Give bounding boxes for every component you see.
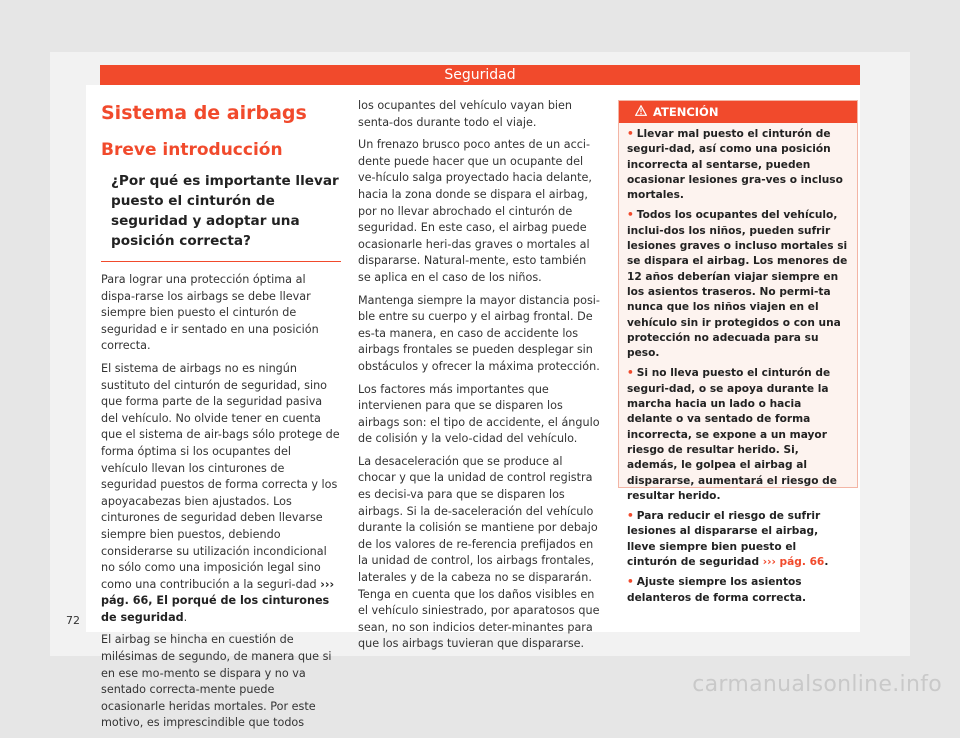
paragraph: Mantenga siempre la mayor distancia posi-ble entre su cuerpo y el airbag frontal. De es-ta manera, en caso de accidente los airbags frontales se pueden desplegar sin obstáculos y ofrecer la máxima protección. [358, 293, 600, 373]
section-header: Seguridad [100, 65, 860, 85]
bullet: • [627, 128, 634, 140]
warning-item [627, 208, 849, 361]
warning-title: ATENCIÓN [653, 105, 719, 119]
bullet: • [627, 209, 634, 222]
column-middle [358, 98, 602, 659]
cross-reference-link[interactable]: ››› pág. 66 [762, 556, 825, 569]
warning-item [627, 366, 849, 504]
warning-item-text: Para reducir el riesgo de sufrir lesiones al dispararse el airbag, lleve siempre bien puesto el cinturón de seguridad [627, 510, 821, 569]
watermark: carmanualsonline.info [692, 672, 942, 697]
warning-item-text: Si no lleva puesto el cinturón de seguri-dad, o se apoya durante la marcha hacia un lado o hacia delante o va sentado de forma incorrecta, se expone a un mayor riesgo de resultar herido. Si, además, le golpea el airbag al dispararse, aumentará el riesgo de resultar herido. [627, 367, 837, 502]
warning-triangle-icon [635, 101, 647, 123]
paragraph [101, 361, 341, 627]
bullet: • [627, 576, 634, 589]
warning-item [627, 575, 849, 606]
warning-body [619, 123, 857, 606]
subsection-title: ¿Por qué es importante llevar puesto el cinturón de seguridad y adoptar una posición correcta? [101, 171, 341, 262]
paragraph: los ocupantes del vehículo vayan bien senta-dos durante todo el viaje. [358, 99, 573, 129]
bullet: • [627, 510, 634, 523]
paragraph-text: El sistema de airbags no es ningún sustituto del cinturón de seguridad, sino que forma parte de la seguridad pasiva del vehículo. No olvide tener en cuenta que el sistema de air-bags sólo protege de forma óptima si los ocupantes del vehículo llevan los cinturones de seguridad puestos de forma correcta y los apoyacabezas bien ajustados. Los cinturones de seguridad deben llevarse siempre bien puestos, debiendo considerarse su utilización incondicional no sólo como una imposición legal sino como una contribución a la seguri-dad [101, 361, 340, 591]
paragraph: El airbag se hincha en cuestión de milésimas de segundo, de manera que si en ese mo-mento se dispara y no va sentado correcta-mente puede ocasionarle heridas mortales. Por este motivo, es imprescindible que todos [101, 633, 332, 730]
warning-item-text: Llevar mal puesto el cinturón de seguri-dad, así como una posición incorrecta al sentarse, pueden ocasionar lesiones gra-ves o incluso mortales. [627, 128, 843, 202]
column-left [101, 95, 341, 738]
warning-item [627, 509, 849, 570]
warning-item-end: . [824, 556, 829, 569]
warning-item [627, 127, 849, 203]
warning-header [619, 101, 857, 123]
page-title: Sistema de airbags [101, 102, 307, 124]
paragraph: La desaceleración que se produce al chocar y que la unidad de control registra es decisi-va para que se disparen los airbags. Si la de-saceleración del vehículo durante la colisión se mantiene por debajo de los valores de re-ferencia prefijados en la unidad de control, los airbags frontales, laterales y de la cabeza no se dispararán. Tenga en cuenta que los daños visibles en el vehículo siniestrado, por aparatosos que sean, no son indicios deter-minantes para que los airbags tuvieran que dispararse. [358, 454, 600, 651]
paragraph: Un frenazo brusco poco antes de un acci-dente puede hacer que un ocupante del ve-hículo salga proyectado hacia delante, hacia la zona donde se dispara el airbag, por no llevar abrochado el cinturón de seguridad. En este caso, el airbag puede ocasionarle heri-das graves o mortales al dispararse. Natural-mente, esto también se aplica en el caso de los niños. [358, 138, 592, 284]
cross-reference-link[interactable]: ››› pág. 66, El porqué de los cinturones de seguridad [101, 577, 335, 624]
paragraph-end: . [183, 610, 188, 624]
section-title: Breve introducción [101, 140, 283, 160]
warning-box [618, 100, 858, 604]
paragraph: Para lograr una protección óptima al dispa-rarse los airbags se debe llevar siempre bien puesto el cinturón de seguridad e ir sentado en una posición correcta. [101, 273, 319, 353]
warning-item-text: Ajuste siempre los asientos delanteros de forma correcta. [627, 576, 806, 604]
paragraph: Los factores más importantes que intervienen para que se disparen los airbags son: el tipo de accidente, el ángulo de colisión y la velo-cidad del vehículo. [358, 382, 600, 446]
bullet: • [627, 367, 634, 380]
page-number: 72 [66, 614, 80, 627]
warning-item-text: Todos los ocupantes del vehículo, inclui-dos los niños, pueden sufrir lesiones graves o incluso mortales si se dispara el airbag. Los menores de 12 años deberían viajar siempre en los asientos traseros. No permi-ta nunca que los niños viajen en el vehículo sin ir protegidos o con una protección no adecuada para su peso. [627, 209, 848, 360]
